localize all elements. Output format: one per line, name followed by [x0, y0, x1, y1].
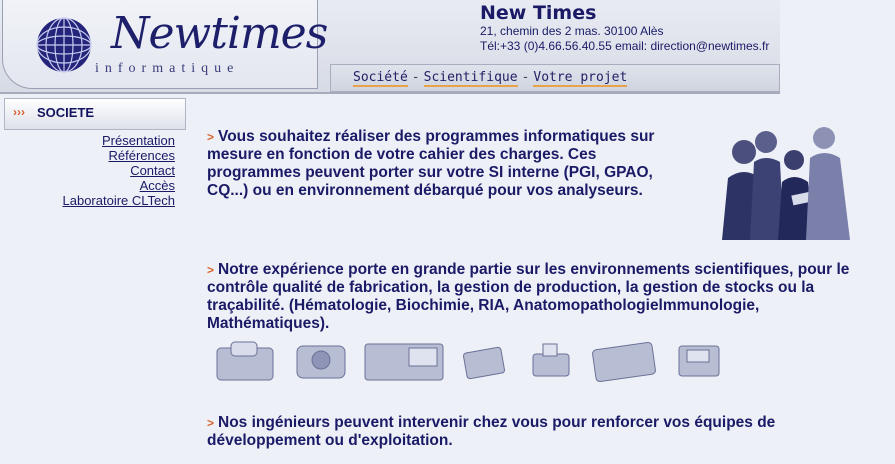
company-contact: Tél:+33 (0)4.66.56.40.55 email: direction@newtimes.fr — [480, 39, 770, 53]
company-info — [480, 2, 769, 54]
triple-chevron-icon: ››› — [13, 105, 25, 119]
logo-wordmark: Newtimes — [111, 8, 328, 59]
company-address: 21, chemin des 2 mas. 30100 Alès — [480, 24, 664, 38]
sidebar-link-acces[interactable]: Accès — [139, 178, 175, 193]
top-nav-bar — [330, 64, 780, 92]
sidebar-link-presentation[interactable]: Présentation — [102, 133, 175, 148]
globe-logo-icon — [35, 16, 93, 74]
company-name: New Times — [480, 2, 597, 24]
sidebar-link-references[interactable]: Références — [108, 148, 175, 163]
nav-separator: - — [411, 70, 420, 85]
intro-paragraph — [207, 128, 677, 200]
lab-devices-image — [213, 340, 733, 384]
engineers-paragraph — [207, 414, 877, 450]
sidebar-title — [4, 98, 186, 130]
top-nav — [353, 70, 627, 85]
sidebar-link-contact[interactable]: Contact — [130, 163, 175, 178]
sidebar-link-laboratoire[interactable]: Laboratoire CLTech — [62, 193, 175, 208]
intro-text: Vous souhaitez réaliser des programmes informatiques sur mesure en fonction de votre cahier des charges. Ces programmes peuvent porter sur votre SI interne (PGI, GPAO, CQ...) ou en environnement débarqué pour vos analyseurs. — [207, 128, 655, 199]
logo-panel[interactable] — [2, 0, 328, 89]
logo-subtitle: informatique — [95, 61, 240, 76]
sidebar-links — [63, 133, 176, 208]
engineers-text: Nos ingénieurs peuvent intervenir chez vous pour renforcer vos équipes de développement ou d'exploitation. — [207, 414, 776, 449]
experience-paragraph — [207, 261, 877, 333]
team-photo — [710, 126, 862, 240]
experience-text: Notre expérience porte en grande partie sur les environnements scientifiques, pour le contrôle qualité de fabrication, la gestion de production, la gestion de stocks ou la traçabilité. (Hématologie, Biochimie, RIA, Anatomopathologielmmunologie, Mathématiques). — [207, 261, 850, 332]
nav-votre-projet-link[interactable]: Votre projet — [533, 70, 628, 85]
nav-scientifique-link[interactable]: Scientifique — [423, 70, 518, 85]
nav-societe-link[interactable]: Société — [353, 70, 408, 85]
orange-arrow-bullet-icon: > — [207, 130, 215, 144]
orange-arrow-bullet-icon: > — [207, 263, 215, 277]
orange-arrow-bullet-icon: > — [207, 416, 215, 430]
nav-separator: - — [521, 70, 530, 85]
sidebar-title-label: SOCIETE — [37, 105, 95, 120]
site-header — [0, 0, 780, 94]
